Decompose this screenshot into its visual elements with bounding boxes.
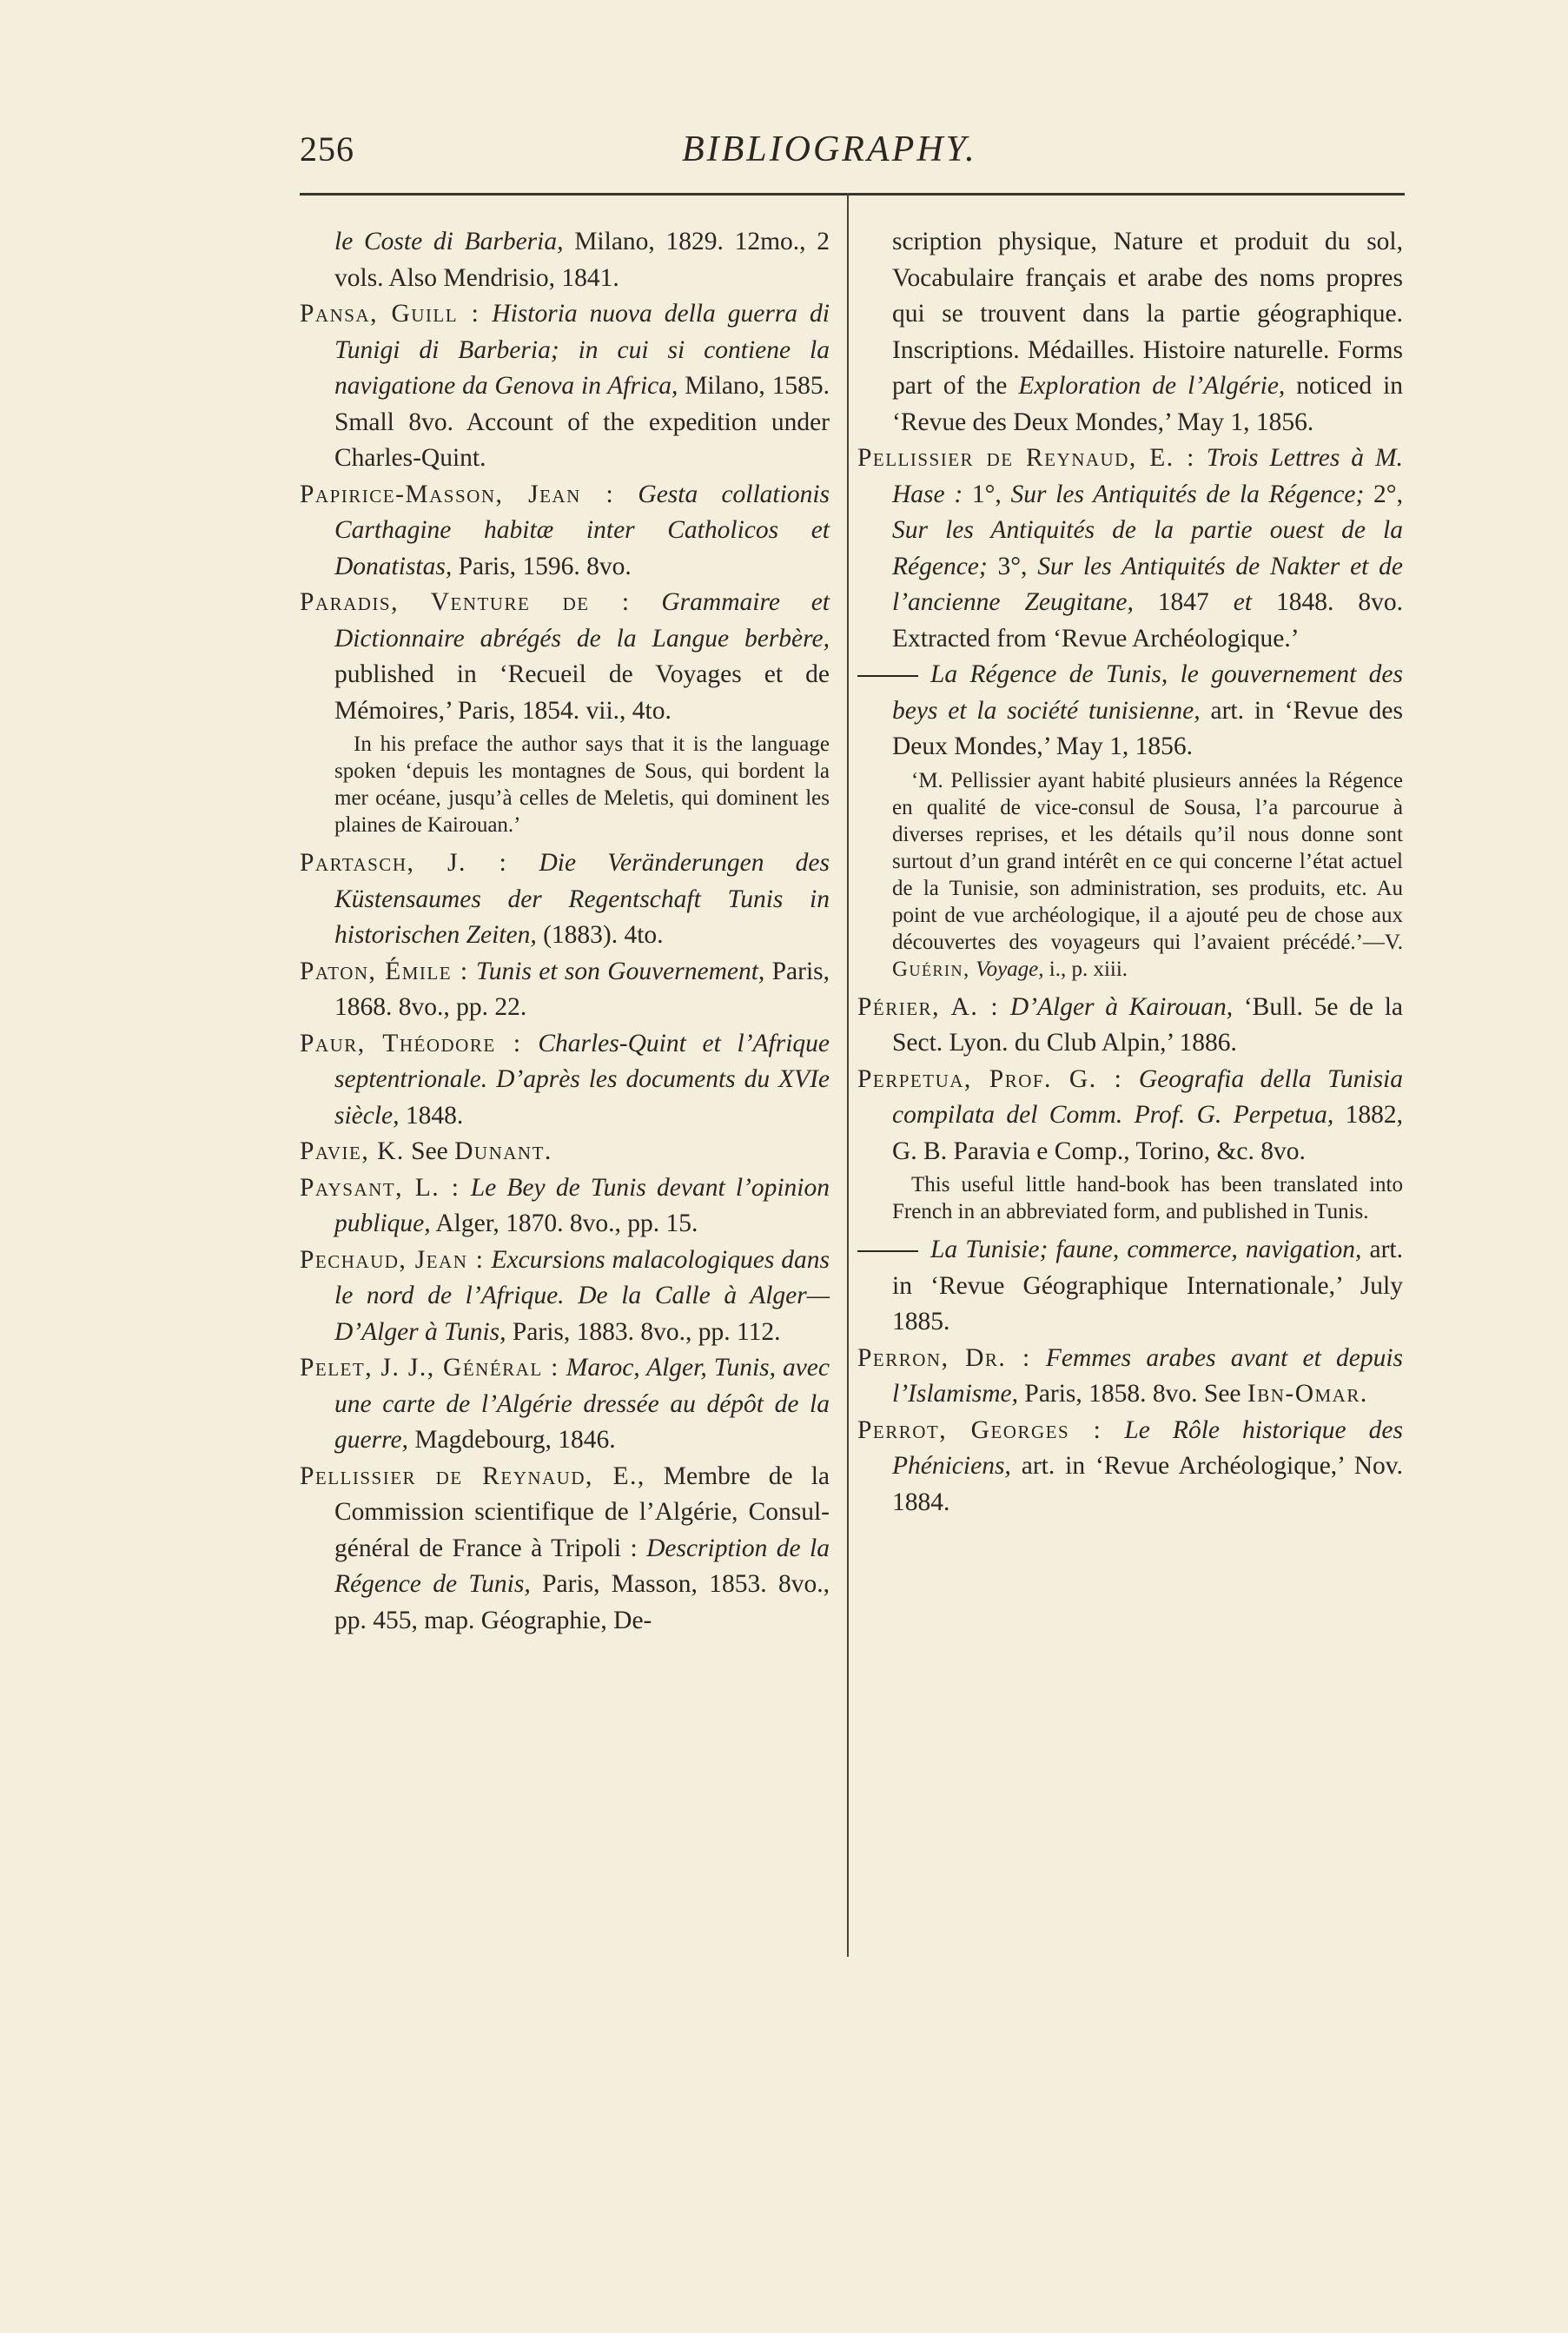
entry-title: D’Alger à Kairouan, bbox=[1009, 992, 1234, 1021]
entry-text: Paris, 1868. 8vo., pp. 22. bbox=[334, 957, 830, 1021]
entry-text: 3°, bbox=[987, 552, 1038, 580]
entry-author: Paysant, L. : bbox=[300, 1173, 460, 1202]
entry-text: art. in ‘Revue Archéologique,’ Nov. 1884. bbox=[892, 1452, 1403, 1516]
bibliography-entry bbox=[300, 477, 830, 586]
entry-text: (1883). 4to. bbox=[536, 921, 664, 949]
entry-text: ‘Bull. 5e de la Sect. Lyon. du Club Alpin,’ 1886. bbox=[892, 992, 1404, 1057]
bibliography-entry bbox=[857, 441, 1403, 657]
entry-title: Maroc, Alger, Tunis, avec une carte de l’Algérie dressée au dépôt de la guerre, bbox=[334, 1354, 830, 1454]
entry-text: Milano, 1585. Small 8vo. Account of the expedition under Charles-Quint. bbox=[334, 372, 830, 472]
entry-text: i., p. xiii. bbox=[1043, 957, 1128, 981]
entry-text bbox=[614, 481, 638, 508]
bibliography-entry bbox=[300, 585, 830, 729]
entry-text bbox=[631, 588, 662, 616]
entry-continuation bbox=[857, 224, 1403, 441]
entry-author: Pavie, K. bbox=[300, 1137, 405, 1165]
annotation-note bbox=[857, 767, 1403, 983]
bibliography-entry bbox=[857, 990, 1403, 1062]
bibliography-entry bbox=[857, 1341, 1403, 1413]
entry-text bbox=[1122, 1065, 1139, 1093]
entry-title: Gesta collationis Carthagine habitæ inter Catholicos et Donatistas, bbox=[334, 480, 830, 580]
entry-title: Le Rôle historique des Phéniciens, bbox=[892, 1415, 1404, 1480]
entry-text: Magdebourg, 1846. bbox=[407, 1426, 616, 1454]
entry-text bbox=[999, 993, 1010, 1021]
ditto-dash bbox=[857, 1250, 918, 1252]
entry-title: Die Veränderungen des Küstensaumes der Regentschaft Tunis in historischen Zeiten, bbox=[334, 849, 830, 949]
entry-text: Milano, 1829. 12mo., 2 vols. Also Mendrisio, 1841. bbox=[334, 228, 830, 292]
entry-text: See bbox=[404, 1137, 455, 1165]
bibliography-entry bbox=[857, 657, 1403, 766]
entry-text: ‘M. Pellissier ayant habité plusieurs années la Régence en qualité de vice-consul de Sousa, l’a parcourue à diverses reprises, et les détails qu’il nous donne sont surtout d’un grand intérêt en ce qui concerne l’état actuel de la Tunisie, son administration, ses produits, etc. Au point de vue archéologique, il a ajouté peu de chose aux découvertes des voyageurs qui l’avaient précédé.’—V. bbox=[892, 768, 1403, 954]
cross-reference: Dunant. bbox=[454, 1137, 552, 1165]
entry-text: Paris, 1596. 8vo. bbox=[452, 552, 632, 580]
bibliography-entry bbox=[300, 845, 830, 954]
entry-title: Historia nuova della guerra di Tunigi di Barberia; in cui si contiene la navigatione da Genova in Africa, bbox=[334, 300, 830, 400]
entry-title: Sur les Antiquités de Nakter et de l’ancienne Zeugitane, bbox=[892, 552, 1403, 616]
bibliography-entry bbox=[857, 1232, 1403, 1341]
entry-author: Perrot, Georges : bbox=[857, 1415, 1102, 1444]
running-title: BIBLIOGRAPHY. bbox=[682, 129, 977, 169]
cross-reference: Ibn-Omar. bbox=[1247, 1380, 1368, 1408]
entry-text: 1848. 8vo. Extracted from ‘Revue Archéologique.’ bbox=[892, 588, 1403, 653]
right-column bbox=[857, 224, 1403, 1521]
entry-author: Pechaud, Jean : bbox=[300, 1245, 485, 1274]
entry-title: La Tunisie; faune, commerce, navigation, bbox=[930, 1236, 1362, 1263]
entry-title: Excursions malacologiques dans le nord de l’Afrique. De la Calle à Alger—D’Alger à Tunis, bbox=[334, 1245, 830, 1346]
bibliography-entry bbox=[300, 1350, 830, 1459]
entry-text: 2°, bbox=[1364, 480, 1403, 508]
entry-text: 1848. bbox=[399, 1101, 464, 1130]
entry-title: Femmes arabes avant et depuis l’Islamisme, bbox=[892, 1343, 1403, 1408]
bibliography-entry bbox=[300, 954, 830, 1026]
entry-text: art. in ‘Revue des Deux Mondes,’ May 1, 1856. bbox=[892, 696, 1403, 760]
entry-text bbox=[1195, 444, 1207, 472]
entry-title: et bbox=[1233, 588, 1253, 616]
entry-author: Pansa, Guill : bbox=[300, 300, 480, 328]
entry-title: Geografia della Tunisia compilata del Comm. Prof. G. Perpetua, bbox=[892, 1064, 1403, 1129]
entry-title: La Régence de Tunis, le gouvernement des beys et la société tunisienne, bbox=[892, 660, 1403, 725]
entry-author: Pellissier de Reynaud, E., bbox=[300, 1461, 645, 1490]
entry-author: Perpetua, Prof. G. : bbox=[857, 1064, 1123, 1093]
entry-text: noticed in ‘Revue des Deux Mondes,’ May 1, 1856. bbox=[892, 372, 1404, 436]
entry-text: scription physique, Nature et produit du sol, Vocabulaire français et arabe des noms propres qui se trouvent dans la partie géographique. Inscriptions. Médailles. Histoire naturelle. Forms part of the bbox=[892, 228, 1403, 400]
annotation-note bbox=[857, 1171, 1403, 1225]
entry-text: In his preface the author says that it is the language spoken ‘depuis les montagnes de Sous, qui bordent la mer océane, jusqu’à celles de Meletis, qui dominent les plaines de Kairouan.’ bbox=[334, 732, 830, 837]
entry-text: Paris, 1858. 8vo. See bbox=[1018, 1380, 1247, 1408]
entry-title: Le Bey de Tunis devant l’opinion publique, bbox=[334, 1173, 830, 1237]
page-header bbox=[300, 129, 1403, 181]
entry-text: 1882, G. B. Paravia e Comp., Torino, &c. 8vo. bbox=[892, 1101, 1404, 1165]
page-number: 256 bbox=[300, 129, 354, 169]
entry-author: Périer, A. : bbox=[857, 992, 1000, 1021]
entry-title: Sur les Antiquités de la partie ouest de la Régence; bbox=[892, 516, 1403, 580]
entry-author: Paradis, Venture de : bbox=[300, 588, 631, 616]
bibliography-entry bbox=[300, 1459, 830, 1640]
entry-author: Papirice-Masson, Jean : bbox=[300, 480, 615, 508]
entry-text: art. in ‘Revue Géographique Internationale,’ July 1885. bbox=[892, 1236, 1403, 1336]
entry-title: le Coste di Barberia, bbox=[334, 228, 564, 255]
entry-title: Voyage, bbox=[976, 957, 1044, 981]
entry-text: Alger, 1870. 8vo., pp. 15. bbox=[430, 1210, 698, 1237]
bibliography-entry bbox=[300, 1243, 830, 1351]
cross-reference: Guérin, bbox=[892, 957, 970, 981]
entry-title: Trois Lettres à M. Hase : bbox=[892, 444, 1403, 508]
ditto-dash bbox=[857, 675, 918, 677]
bibliography-entry bbox=[857, 1062, 1403, 1170]
left-column bbox=[300, 224, 830, 1639]
entry-author: Paur, Théodore : bbox=[300, 1029, 522, 1057]
entry-text: 1847 bbox=[1133, 588, 1234, 616]
bibliography-entry bbox=[300, 1026, 830, 1135]
entry-text: This useful little hand-book has been translated into French in an abbreviated form, and published in Tunis. bbox=[892, 1173, 1403, 1223]
entry-title: Tunis et son Gouvernement, bbox=[476, 957, 765, 985]
entry-title: Sur les Antiquités de la Régence; bbox=[1010, 480, 1365, 508]
entry-title: Grammaire et Dictionnaire abrégés de la Langue berbère, bbox=[334, 588, 830, 653]
entry-text bbox=[469, 958, 476, 985]
entry-author: Pelet, J. J., Général : bbox=[300, 1354, 559, 1382]
entry-text: Paris, 1883. 8vo., pp. 112. bbox=[506, 1317, 781, 1346]
entry-author: Pellissier de Reynaud, E. : bbox=[857, 444, 1195, 472]
bibliography-entry bbox=[857, 1413, 1403, 1521]
entry-author: Perron, Dr. : bbox=[857, 1343, 1031, 1372]
entry-continuation bbox=[300, 224, 830, 296]
entry-text bbox=[1102, 1416, 1124, 1444]
bibliography-entry bbox=[300, 296, 830, 477]
entry-text bbox=[559, 1354, 566, 1382]
annotation-note bbox=[300, 731, 830, 838]
entry-text bbox=[460, 1174, 471, 1202]
entry-text bbox=[522, 1030, 539, 1057]
entry-title: Exploration de l’Algérie, bbox=[1018, 372, 1286, 400]
entry-text bbox=[1031, 1344, 1046, 1372]
bibliography-entry bbox=[300, 1170, 830, 1243]
header-rule bbox=[300, 193, 1405, 196]
entry-author: Paton, Émile : bbox=[300, 957, 469, 985]
entry-text: 1°, bbox=[963, 480, 1011, 508]
entry-title: Charles-Quint et l’Afrique septentrionale. D’après les documents du XVIe siècle, bbox=[334, 1029, 830, 1130]
entry-author: Partasch, J. : bbox=[300, 849, 508, 877]
entry-text: Paris, Masson, 1853. 8vo., pp. 455, map. Géographie, De- bbox=[334, 1570, 830, 1634]
entry-title: Description de la Régence de Tunis, bbox=[334, 1534, 830, 1598]
bibliography-entry bbox=[300, 1134, 830, 1170]
entry-text bbox=[480, 300, 492, 328]
column-divider bbox=[847, 193, 849, 1957]
entry-text: published in ‘Recueil de Voyages et de Mémoires,’ Paris, 1854. vii., 4to. bbox=[334, 660, 830, 725]
entry-text bbox=[507, 849, 539, 877]
entry-text: Membre de la Commission scientifique de l’Algérie, Consul-général de France à Tripoli : bbox=[334, 1461, 830, 1562]
